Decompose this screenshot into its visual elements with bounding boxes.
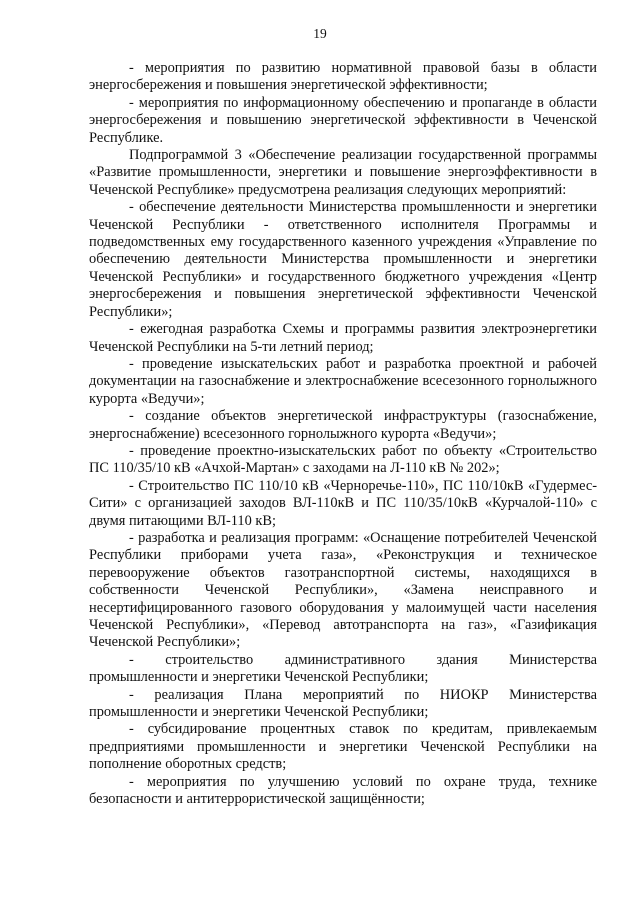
paragraph-labor-safety: - мероприятия по улучшению условий по охране труда, технике безопасности и антитеррористической защищённости; (89, 773, 597, 808)
paragraph-regulatory-measures: - мероприятия по развитию нормативной правовой базы в области энергосбережения и повышения энергетической эффективности; (89, 60, 597, 94)
paragraph-infrastructure: - создание объектов энергетической инфраструктуры (газоснабжение, энергоснабжение) всесезонного горнолыжного курорта «Ведучи»; (89, 408, 597, 442)
paragraph-survey-works: - проведение изыскательских работ и разработка проектной и рабочей документации на газоснабжение и электроснабжение всесезонного горнолыжного курорта «Ведучи»; (89, 355, 597, 407)
paragraph-gas-programs: - разработка и реализация программ: «Оснащение потребителей Чеченской Республики приборами учета газа», «Реконструкция и техническое перевооружение объектов газотранспортной системы, находящихся в собственности Чеченской Республики», «Замена неисправного и несертифицированного газового оборудования у малоимущей части населения Чеченской Республики», «Перевод автотранспорта на газ», «Газификация Чеченской Республики»; (89, 529, 597, 651)
paragraph-ministry-activity: - обеспечение деятельности Министерства промышленности и энергетики Чеченской Республики - ответственного исполнителя Программы и подведомственных ему государственного казенного учреждения «Управление по обеспечению деятельности Министерства промышленности и энергетики Чеченской Республики» и государственного бюджетного учреждения «Центр энергосбережения и повышения энергетической эффективности Чеченской Республики»; (89, 199, 597, 320)
paragraph-power-scheme: - ежегодная разработка Схемы и программы развития электроэнергетики Чеченской Республики на 5-ти летний период; (89, 321, 597, 355)
paragraph-achkhoy-martan: - проведение проектно-изыскательских работ по объекту «Строительство ПС 110/35/10 кВ «Ачхой-Мартан» с заходами на Л-110 кВ № 202»; (89, 442, 597, 477)
paragraph-interest-subsidies: - субсидирование процентных ставок по кредитам, привлекаемым предприятиями промышленности и энергетики Чеченской Республики на пополнение оборотных средств; (89, 721, 597, 773)
paragraph-niokr-plan: - реализация Плана мероприятий по НИОКР Министерства промышленности и энергетики Чеченской Республики; (89, 686, 597, 721)
page-number: 19 (313, 26, 327, 41)
paragraph-subprogram-3-intro: Подпрограммой 3 «Обеспечение реализации государственной программы «Развитие промышленности, энергетики и повышение энергоэффективности в Чеченской Республике» предусмотрена реализация следующих мероприятий: (89, 147, 597, 198)
paragraph-information-measures: - мероприятия по информационному обеспечению и пропаганде в области энергосбережения и повышению энергетической эффективности в Чеченской Республике. (89, 94, 597, 146)
paragraph-substations: - Строительство ПС 110/10 кВ «Черноречье-110», ПС 110/10кВ «Гудермес-Сити» с организацией заходов ВЛ-110кВ и ПС 110/35/10кВ «Курчалой-110» с двумя питающими ВЛ-110 кВ; (89, 477, 597, 529)
document-body (89, 60, 597, 808)
paragraph-admin-building: - строительство административного здания Министерства промышленности и энергетики Чеченской Республики; (89, 651, 597, 686)
